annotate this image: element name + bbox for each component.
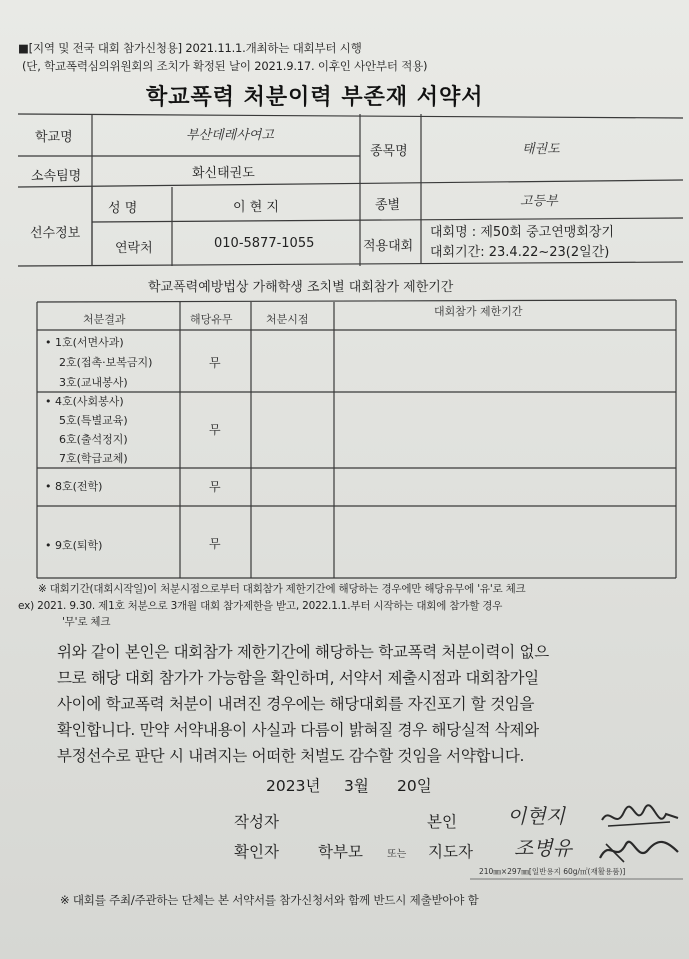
note-line-2: ex) 2021. 9.30. 제1호 처분으로 3개월 대회 참가제한을 받고, 2022.1.1.부터 시작하는 대회에 참가할 경우: [18, 600, 503, 612]
contact-value: 010-5877-1055: [214, 236, 315, 251]
date-year: 2023년: [266, 777, 321, 795]
notice-line-1: ■[지역 및 전국 대회 참가신청용] 2021.11.1.개최하는 대회부터 시행: [18, 41, 362, 55]
applicable-value: 무: [209, 423, 221, 437]
name-value: 이 현 지: [233, 200, 279, 215]
paper-spec: 210㎜×297㎜[일반용지 60g/㎡(재활용품)]: [479, 867, 626, 876]
writer-label: 작성자: [234, 813, 279, 831]
footer-note: ※ 대회를 주최/주관하는 단체는 본 서약서를 참가신청서와 함께 반드시 제출받아야 함: [60, 893, 479, 907]
contact-label: 연락처: [115, 241, 153, 256]
competition-period: 대회기간: 23.4.22~23(2일간): [430, 245, 610, 260]
pledge-line: 사이에 학교폭력 처분이 내려진 경우에는 해당대회를 자진포기 할 것임을: [57, 695, 535, 713]
list-item: • 9호(퇴학): [45, 539, 103, 552]
pledge-line: 부정선수로 판단 시 내려지는 어떠한 처벌도 감수할 것임을 서약합니다.: [57, 747, 525, 765]
header-restriction-period: 대회참가 제한기간: [434, 305, 523, 318]
competition-name: 대회명 : 제50회 중고연맹회장기: [430, 225, 615, 240]
applicable-value: 무: [209, 480, 221, 494]
list-item: 3호(교내봉사): [59, 376, 128, 389]
list-item: 7호(학급교체): [59, 452, 128, 465]
note-line-1: ※ 대회기간(대회시작일)이 처분시점으로부터 대회참가 제한기간에 해당하는 경우에만 해당유무에 '유'로 체크: [38, 583, 526, 595]
date-month: 3월: [344, 777, 369, 795]
pledge-line: 므로 해당 대회 참가가 가능함을 확인하며, 서약서 제출시점과 대회참가일: [57, 669, 539, 687]
header-applicable: 해당유무: [190, 313, 233, 326]
school-value: 부산데레사여고: [186, 128, 274, 143]
school-label: 학교명: [35, 130, 73, 145]
confirmer-label: 확인자: [234, 843, 279, 861]
event-value: 태권도: [522, 142, 560, 157]
header-disposal-date: 처분시점: [266, 313, 309, 326]
self-label: 본인: [427, 813, 457, 831]
player-info-label: 선수정보: [30, 226, 81, 241]
list-item: 2호(접촉·보복금지): [59, 356, 153, 369]
restriction-title: 학교폭력예방법상 가해학생 조치별 대회참가 제한기간: [148, 280, 454, 295]
notice-line-2: (단, 학교폭력심의위원회의 조치가 확정된 날이 2021.9.17. 이후인 사안부터 적용): [22, 59, 428, 73]
parent-label: 학부모: [318, 843, 363, 861]
list-item: • 1호(서면사과): [45, 336, 124, 349]
list-item: 6호(출석정지): [59, 433, 128, 446]
applicable-value: 무: [209, 537, 221, 551]
note-line-3: '무'로 체크: [62, 616, 111, 628]
date-day: 20일: [397, 777, 432, 795]
applied-competition-label: 적용대회: [363, 239, 414, 254]
page-title: 학교폭력 처분이력 부존재 서약서: [146, 85, 484, 110]
name-label: 성 명: [108, 201, 138, 216]
guide-label: 지도자: [428, 843, 473, 861]
event-label: 종목명: [370, 144, 408, 159]
list-item: • 8호(전학): [45, 480, 103, 493]
category-value: 고등부: [520, 194, 558, 209]
category-label: 종별: [375, 198, 401, 213]
applicable-value: 무: [209, 356, 221, 370]
pledge-line: 확인합니다. 만약 서약내용이 사실과 다름이 밝혀질 경우 해당실적 삭제와: [57, 721, 539, 739]
team-value: 화신태권도: [192, 166, 255, 181]
team-label: 소속팀명: [31, 169, 82, 184]
list-item: • 4호(사회봉사): [45, 395, 124, 408]
self-signature: 이현지: [507, 804, 565, 828]
list-item: 5호(특별교육): [59, 414, 128, 427]
guardian-signature: 조병유: [514, 836, 572, 860]
header-result: 처분결과: [83, 313, 126, 326]
or-label: 또는: [387, 849, 407, 860]
pledge-line: 위와 같이 본인은 대회참가 제한기간에 해당하는 학교폭력 처분이력이 없으: [57, 643, 549, 661]
